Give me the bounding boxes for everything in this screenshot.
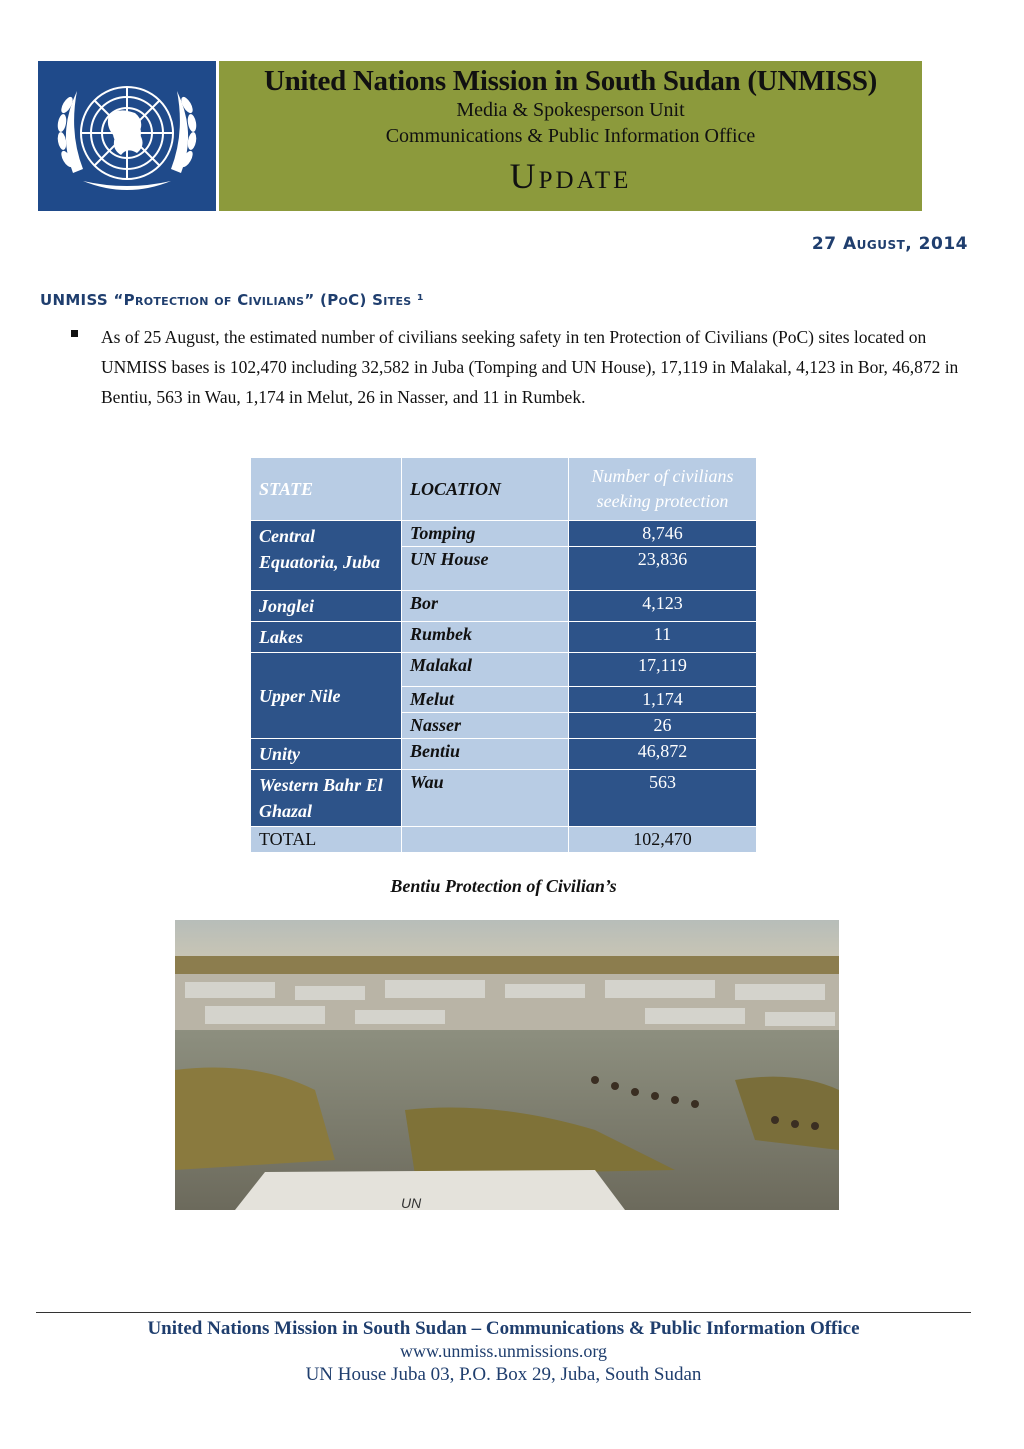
header-state: STATE (251, 458, 402, 521)
bentiu-camp-photo (175, 920, 839, 1210)
number-cell: 46,872 (569, 739, 757, 770)
location-cell: Bentiu (402, 739, 569, 770)
state-cell: Western Bahr El Ghazal (251, 770, 402, 827)
bullet-marker (71, 330, 78, 337)
footer-divider (36, 1312, 971, 1313)
table-row (251, 591, 757, 622)
photo-caption: Bentiu Protection of Civilian’s (390, 876, 617, 896)
location-cell: Tomping (402, 521, 569, 547)
location-cell: Malakal (402, 653, 569, 687)
location-cell: Wau (402, 770, 569, 827)
state-cell: Upper Nile (251, 653, 402, 739)
un-emblem-logo (38, 61, 216, 211)
total-label: TOTAL (251, 827, 402, 853)
state-cell: Lakes (251, 622, 402, 653)
total-empty-cell (402, 827, 569, 853)
unit-subtitle: Media & Spokesperson Unit (456, 99, 685, 121)
location-cell: Bor (402, 591, 569, 622)
mission-title: United Nations Mission in South Sudan (UNMISS) (263, 65, 878, 97)
tent-un-marking: UN (401, 1195, 422, 1210)
number-cell: 26 (569, 713, 757, 739)
footer-website-link[interactable]: www.unmiss.unmissions.org (399, 1341, 608, 1361)
state-cell: Unity (251, 739, 402, 770)
header-banner (219, 61, 922, 211)
table-header-row (251, 458, 757, 521)
location-cell: UN House (402, 547, 569, 591)
state-cell: Central Equatoria, Juba (251, 521, 402, 591)
header-location: LOCATION (402, 458, 569, 521)
footer-address: UN House Juba 03, P.O. Box 29, Juba, South Sudan (305, 1364, 702, 1385)
section-heading: UNMISS “Protection of Civilians” (PoC) Sites ¹ (40, 291, 424, 309)
table-row (251, 739, 757, 770)
number-cell: 11 (569, 622, 757, 653)
number-cell: 1,174 (569, 687, 757, 713)
poc-sites-table (250, 457, 757, 853)
location-cell: Melut (402, 687, 569, 713)
number-cell: 4,123 (569, 591, 757, 622)
location-cell: Nasser (402, 713, 569, 739)
office-subtitle: Communications & Public Information Office (385, 125, 756, 147)
table-total-row (251, 827, 757, 853)
report-date: 27 August, 2014 (811, 234, 968, 254)
number-cell: 563 (569, 770, 757, 827)
table-row (251, 653, 757, 687)
footer-organization: United Nations Mission in South Sudan – Communications & Public Information Office (147, 1318, 860, 1339)
table-row (251, 770, 757, 827)
un-globe-icon (47, 63, 207, 209)
summary-paragraph: As of 25 August, the estimated number of civilians seeking safety in ten Protection of Civilians (PoC) sites located on UNMISS bases is 102,470 including 32,582 in Juba (Tomping and UN House), 17,119 in Malakal, 4,123 in Bor, 46,872 in Bentiu, 563 in Wau, 1,174 in Melut, 26 in Nasser, and 11 in Rumbek. (101, 327, 959, 407)
table-row (251, 521, 757, 547)
location-cell: Rumbek (402, 622, 569, 653)
number-cell: 23,836 (569, 547, 757, 591)
state-cell: Jonglei (251, 591, 402, 622)
header-number: Number of civilians seeking protection (569, 458, 757, 521)
table-row (251, 622, 757, 653)
update-heading: Update (509, 156, 632, 196)
total-value: 102,470 (569, 827, 757, 853)
number-cell: 17,119 (569, 653, 757, 687)
number-cell: 8,746 (569, 521, 757, 547)
